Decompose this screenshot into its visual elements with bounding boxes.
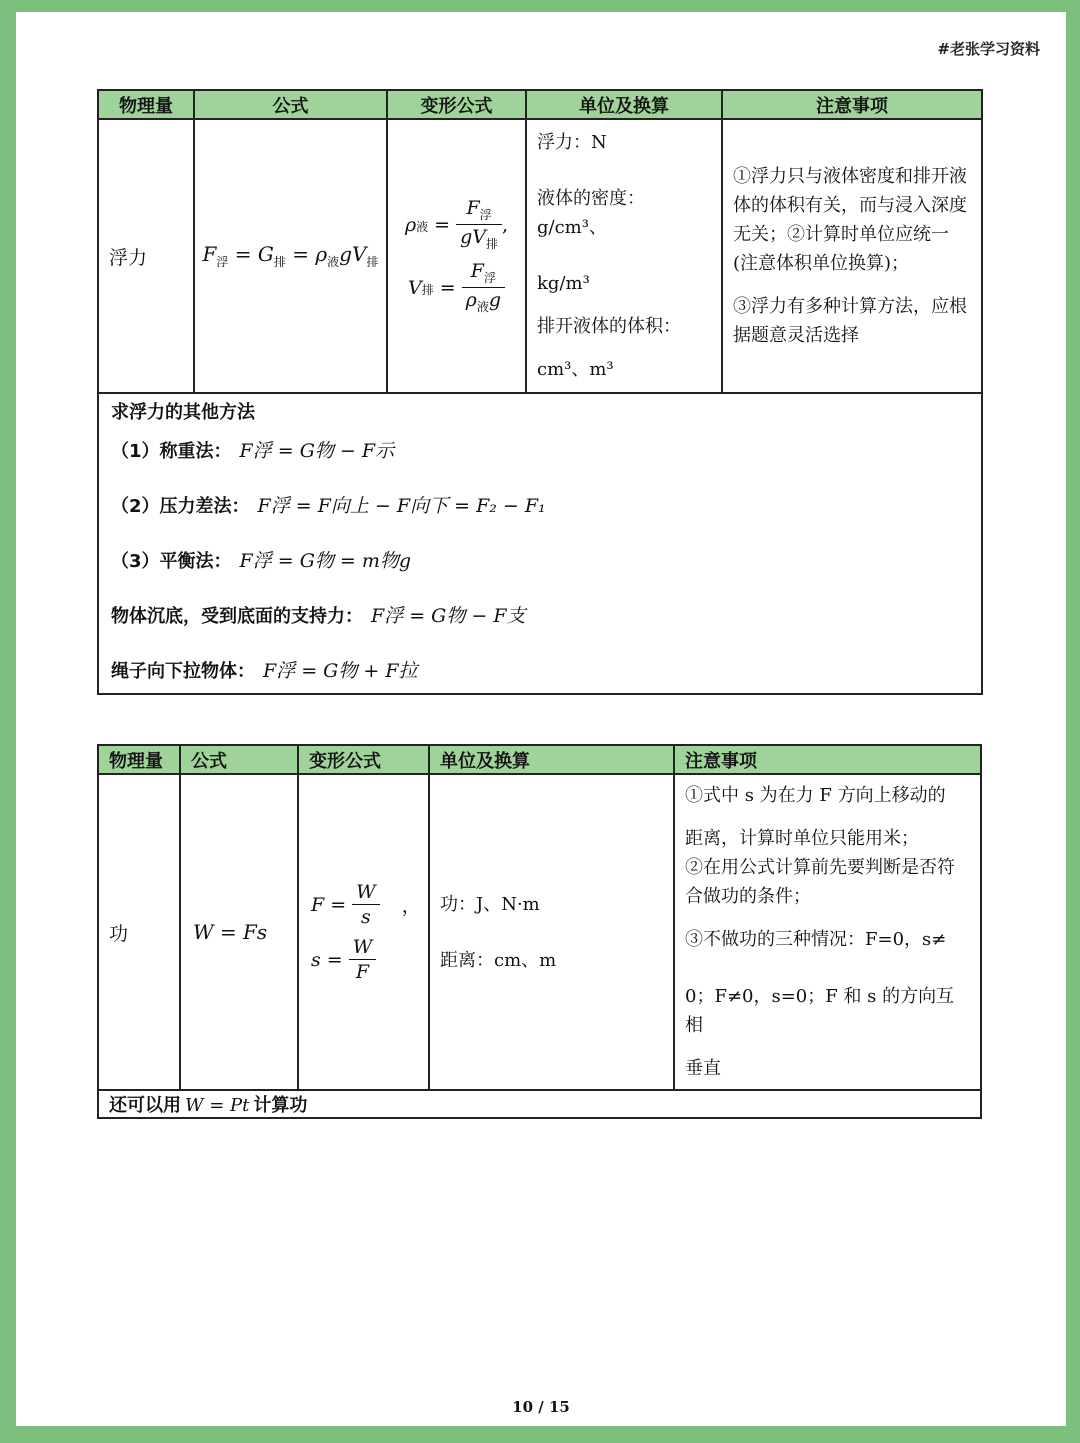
footer-cell: 还可以用 W = Pt 计算功 xyxy=(98,1090,981,1118)
header-units: 单位及换算 xyxy=(526,90,722,119)
buoyancy-table xyxy=(97,89,983,695)
derived-formula-density: ρ液 = $\frac{F_浮}{gV_排}$ , xyxy=(404,197,509,251)
table-row xyxy=(98,774,981,1090)
page xyxy=(16,12,1066,1426)
header-quantity: 物理量 xyxy=(98,90,194,119)
footer-row xyxy=(98,1090,981,1118)
method-3: （3）平衡法： F浮 = G物 = m物g xyxy=(111,550,412,572)
derived-formula-distance: s = $\frac{W}{F}$ xyxy=(311,936,428,983)
header-derived: 变形公式 xyxy=(387,90,526,119)
other-methods-cell xyxy=(98,393,982,694)
formula-cell: $F_浮 = G_排 = \rho_液gV_排$ xyxy=(194,119,387,393)
units-cell: 浮力：N 液体的密度：g/cm³、 kg/m³ 排开液体的体积： cm³、m³ xyxy=(526,119,722,393)
method-2: （2）压力差法： F浮 = F向上 − F向下 = F₂ − F₁ xyxy=(111,495,546,517)
header-formula: 公式 xyxy=(180,745,298,774)
header-notes: 注意事项 xyxy=(722,90,982,119)
methods-row xyxy=(98,393,982,694)
work-table xyxy=(97,744,982,1119)
formula-cell: W = Fs xyxy=(180,774,298,1090)
notes-cell: ①浮力只与液体密度和排开液体的体积有关，而与浸入深度无关；②计算时单位应统一(注意体积单位换算)； ③浮力有多种计算方法，应根据题意灵活选择 xyxy=(722,119,982,393)
header-notes: 注意事项 xyxy=(674,745,981,774)
method-4: 物体沉底，受到底面的支持力： F浮 = G物 − F支 xyxy=(111,605,526,627)
header-formula: 公式 xyxy=(194,90,387,119)
table-header-row xyxy=(98,90,982,119)
notes-cell: ①式中 s 为在力 F 方向上移动的 距离，计算时单位只能用米； ②在用公式计算前先要判断是否符合做功的条件； ③不做功的三种情况：F=0，s≠ 0；F≠0，s=0；F 和 s 的方向互相 垂直 xyxy=(674,774,981,1090)
method-1: （1）称重法： F浮 = G物 − F示 xyxy=(111,440,395,462)
methods-title: 求浮力的其他方法 xyxy=(111,402,255,423)
quantity-cell: 功 xyxy=(98,774,180,1090)
derived-cell xyxy=(298,774,429,1090)
header-units: 单位及换算 xyxy=(429,745,674,774)
table-row xyxy=(98,119,982,393)
units-cell: 功：J、N·m 距离：cm、m xyxy=(429,774,674,1090)
header-quantity: 物理量 xyxy=(98,745,180,774)
table-header-row xyxy=(98,745,981,774)
derived-cell xyxy=(387,119,526,393)
method-5: 绳子向下拉物体： F浮 = G物 + F拉 xyxy=(111,660,418,682)
page-number: 10 / 15 xyxy=(512,1398,570,1416)
derived-formula-force: F = $\frac{W}{s}$ ， xyxy=(311,881,421,928)
watermark: #老张学习资料 xyxy=(937,40,1040,58)
derived-formula-volume: V排 = $\frac{F_浮}{\rho_液g}$ xyxy=(388,260,525,315)
quantity-cell: 浮力 xyxy=(98,119,194,393)
header-derived: 变形公式 xyxy=(298,745,429,774)
